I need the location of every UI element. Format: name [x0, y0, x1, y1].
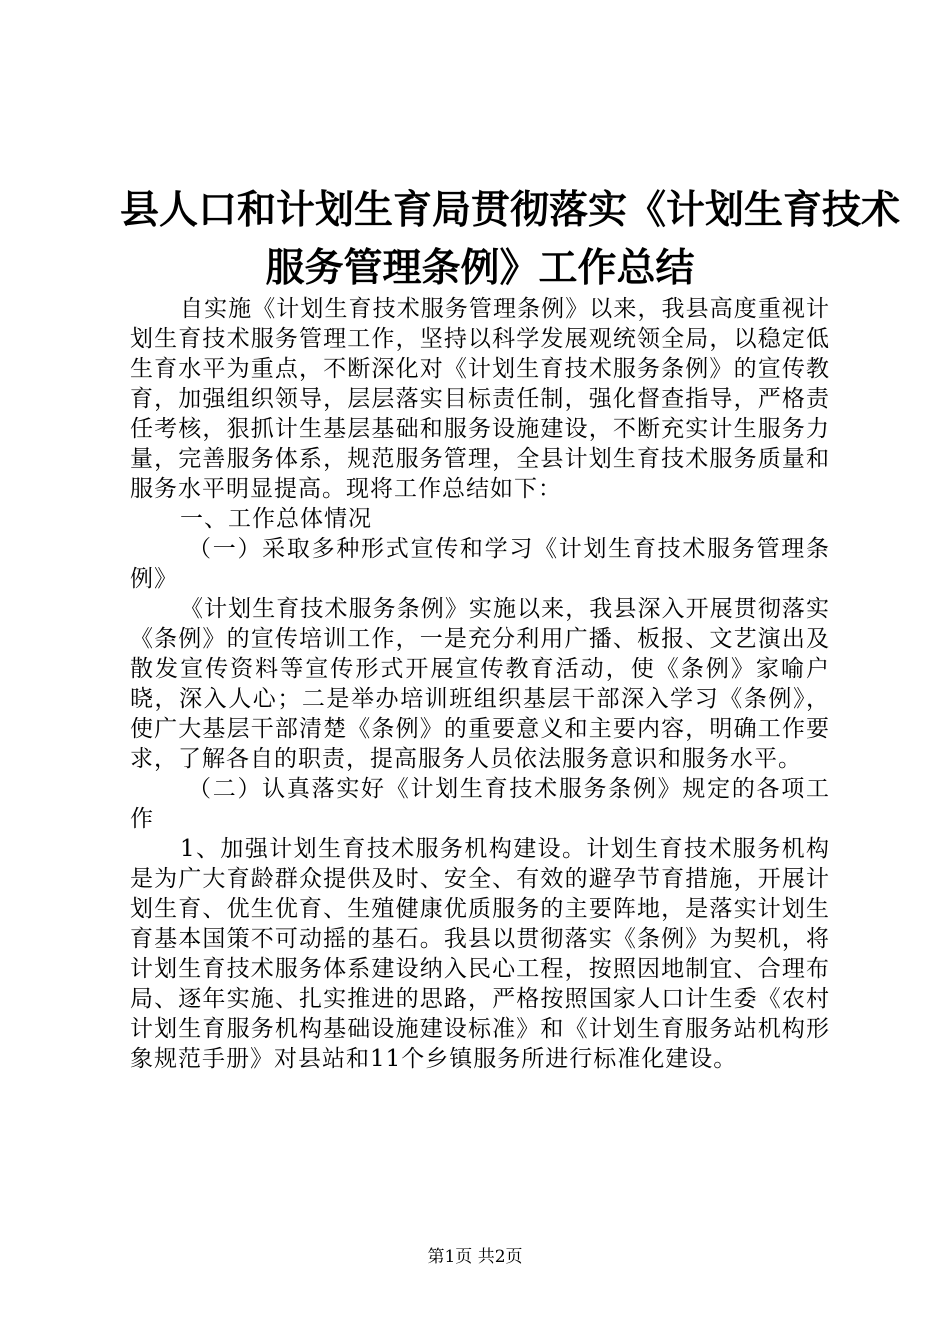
document-title-line-2: 服务管理条例》工作总结: [265, 245, 695, 291]
subsection-1-paragraph: 《计划生育技术服务条例》实施以来，我县深入开展贯彻落实《条例》的宣传培训工作，一是充分利用广播、板报、文艺演出及散发宣传资料等宣传形式开展宣传教育活动，使《条例》家喻户晓，深入人心；二是举办培训班组织基层干部深入学习《条例》，使广大基层干部清楚《条例》的重要意义和主要内容，明确工作要求，了解各自的职责，提高服务人员依法服务意识和服务水平。: [130, 596, 830, 772]
document-body: [130, 294, 830, 1074]
page-footer: 第1页 共2页: [427, 1247, 523, 1267]
intro-paragraph: 自实施《计划生育技术服务管理条例》以来，我县高度重视计划生育技术服务管理工作，坚持以科学发展观统领全局，以稳定低生育水平为重点，不断深化对《计划生育技术服务条例》的宣传教育，加强组织领导，层层落实目标责任制，强化督查指导，严格责任考核，狠抓计生基层基础和服务设施建设，不断充实计生服务力量，完善服务体系，规范服务管理，全县计划生育技术服务质量和服务水平明显提高。现将工作总结如下：: [130, 296, 830, 502]
subsection-2-paragraph: 1、加强计划生育技术服务机构建设。计划生育技术服务机构是为广大育龄群众提供及时、安全、有效的避孕节育措施，开展计划生育、优生优育、生殖健康优质服务的主要阵地，是落实计划生育基本国策不可动摇的基石。我县以贯彻落实《条例》为契机，将计划生育技术服务体系建设纳入民心工程，按照因地制宜、合理布局、逐年实施、扎实推进的思路，严格按照国家人口计生委《农村计划生育服务机构基础设施建设标准》和《计划生育服务站机构形象规范手册》对县站和11个乡镇服务所进行标准化建设。: [130, 836, 830, 1072]
section-heading-1: 一、工作总体情况: [180, 506, 372, 532]
subsection-heading-1: （一）采取多种形式宣传和学习《计划生育技术服务管理条例》: [130, 536, 830, 592]
document-title-line-1: 县人口和计划生育局贯彻落实《计划生育技术: [120, 187, 901, 233]
subsection-heading-2: （二）认真落实好《计划生育技术服务条例》规定的各项工作: [130, 776, 830, 832]
